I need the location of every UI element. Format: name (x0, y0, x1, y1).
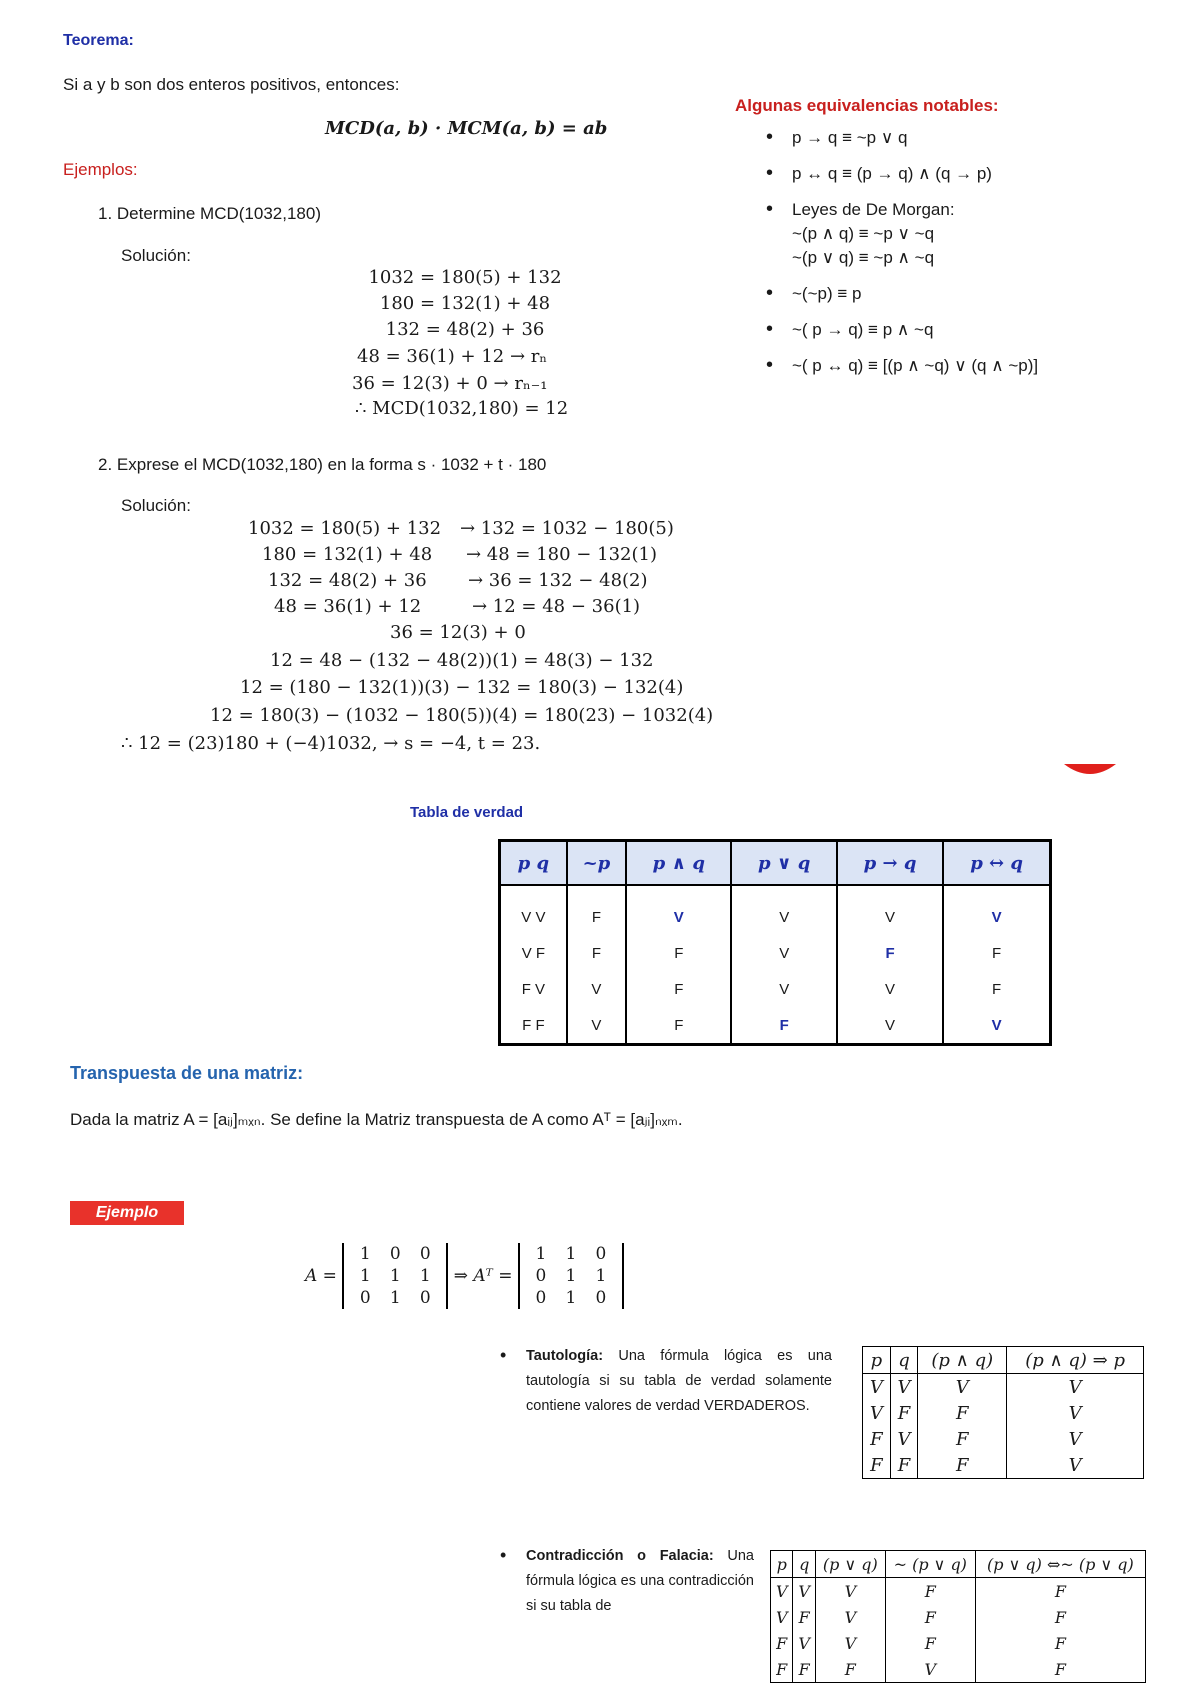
table-row: F F V F F V V (500, 1007, 1051, 1045)
example2-prompt: 2. Exprese el MCD(1032,180) en la forma s · 1032 + t · 180 (98, 455, 547, 474)
truth-table-header: p → q (837, 841, 943, 886)
truth-table-header: p ∨ q (731, 841, 836, 886)
example2-tail-line: 12 = (180 − 132(1))(3) − 132 = 180(3) − 132(4) (240, 677, 684, 698)
table-row: V F V F F (771, 1604, 1146, 1630)
example2-tail-line: 12 = 180(3) − (1032 − 180(5))(4) = 180(23) − 1032(4) (210, 705, 714, 726)
table-row: F F F V F (771, 1656, 1146, 1683)
equivalence-item: • p ↔ q ≡ (p → q) ∧ (q → p) (762, 164, 1038, 184)
example1-line: 1032 = 180(5) + 132 (368, 267, 562, 288)
example1-line: 48 = 36(1) + 12 → rₙ (357, 346, 548, 367)
example2-right-line: → 36 = 132 − 48(2) (468, 570, 648, 591)
matrix-equation (305, 1243, 624, 1309)
demorgan-law: ~(p ∧ q) ≡ ~p ∨ ~q (792, 224, 935, 243)
theorem-formula: MCD(a, b) · MCM(a, b) = ab (325, 118, 608, 139)
table-row: V V F V V V V (500, 885, 1051, 935)
transpose-definition: Dada la matriz A = [aᵢⱼ]ₘₓₙ. Se define la Matriz transpuesta de A como Aᵀ = [aⱼᵢ]ₙₓₘ. (70, 1110, 683, 1129)
example2-right-line: → 132 = 1032 − 180(5) (460, 518, 674, 539)
equivalence-item: • p → q ≡ ~p ∨ q (762, 128, 1038, 148)
equivalence-item: • Leyes de De Morgan: ~(p ∧ q) ≡ ~p ∨ ~q ~(p ∨ q) ≡ ~p ∧ ~q (762, 200, 1038, 268)
theorem-title: Teorema: (63, 32, 134, 49)
example1-line: 132 = 48(2) + 36 (385, 319, 545, 340)
truth-table-title: Tabla de verdad (410, 804, 524, 821)
contradiction-table: p q (p ∨ q) ~ (p ∨ q) (p ∨ q) ⇔~ (p ∨ q) V V V F F V F V F F F V V F F F F F V F (770, 1550, 1146, 1683)
table-row: V V V V (863, 1374, 1144, 1401)
example1-conclusion: ∴ MCD(1032,180) = 12 (355, 398, 569, 419)
example2-left-line: 1032 = 180(5) + 132 (248, 518, 442, 539)
equivalence-item: • ~(~p) ≡ p (762, 284, 1038, 304)
truth-table-header: p ∧ q (626, 841, 731, 886)
example2-right-line: → 48 = 180 − 132(1) (466, 544, 657, 565)
demorgan-law: ~(p ∨ q) ≡ ~p ∧ ~q (792, 248, 935, 267)
table-row: V V V F F (771, 1578, 1146, 1605)
examples-title: Ejemplos: (63, 160, 138, 179)
equivalences-title: Algunas equivalencias notables: (735, 96, 999, 115)
equivalence-item: • ~( p ↔ q) ≡ [(p ∧ ~q) ∨ (q ∧ ~p)] (762, 356, 1038, 376)
example1-solution-label: Solución: (121, 246, 191, 265)
theorem-statement: Si a y b son dos enteros positivos, entonces: (63, 75, 400, 94)
truth-table-header: p ↔ q (943, 841, 1050, 886)
example2-left-line: 180 = 132(1) + 48 (262, 544, 433, 565)
tautology-table: p q (p ∧ q) (p ∧ q) ⇒ p V V V V V F F V F V F V F F F V (862, 1346, 1144, 1479)
example2-left-line: 132 = 48(2) + 36 (268, 570, 427, 591)
implies-label: ⇒ Aᵀ = (453, 1266, 513, 1286)
table-row: F V V F V V F (500, 971, 1051, 1007)
example1-prompt: 1. Determine MCD(1032,180) (98, 204, 321, 223)
equivalences-list (762, 128, 1038, 392)
table-row: F V F V (863, 1426, 1144, 1452)
equivalence-item: • ~( p → q) ≡ p ∧ ~q (762, 320, 1038, 340)
matrix-a: 1 0 0 1 1 1 0 1 0 (342, 1243, 448, 1309)
truth-table-header: ~p (567, 841, 626, 886)
tautology-paragraph: • Tautología: Una fórmula lógica es una tautología si su tabla de verdad solamente contiene valores de verdad VERDADEROS. (526, 1344, 832, 1419)
table-row: F V V F F (771, 1630, 1146, 1656)
table-row: V F F F V F F (500, 935, 1051, 971)
example2-solution-label: Solución: (121, 496, 191, 515)
example2-left-line: 48 = 36(1) + 12 (274, 596, 422, 617)
example2-conclusion: ∴ 12 = (23)180 + (−4)1032, → s = −4, t = 23. (121, 733, 541, 754)
transpose-title: Transpuesta de una matriz: (70, 1063, 304, 1083)
matrix-a-label: A = (305, 1266, 337, 1286)
example1-line: 36 = 12(3) + 0 → rₙ₋₁ (352, 373, 548, 394)
example1-line: 180 = 132(1) + 48 (379, 293, 551, 314)
example2-tail-line: 12 = 48 − (132 − 48(2))(1) = 48(3) − 132 (270, 650, 654, 671)
table-row: V F F V (863, 1400, 1144, 1426)
example-badge: Ejemplo (70, 1201, 184, 1225)
truth-table (498, 839, 1052, 1046)
red-arc-decoration (1062, 758, 1118, 780)
contradiction-paragraph: • Contradicción o Falacia: Una fórmula lógica es una contradicción si su tabla de (526, 1544, 754, 1619)
table-row: F F F V (863, 1452, 1144, 1479)
truth-table-header: p q (500, 841, 567, 886)
matrix-a-transpose: 1 1 0 0 1 1 0 1 0 (518, 1243, 624, 1309)
example2-right-line: → 12 = 48 − 36(1) (472, 596, 641, 617)
example2-tail-line: 36 = 12(3) + 0 (390, 622, 526, 643)
